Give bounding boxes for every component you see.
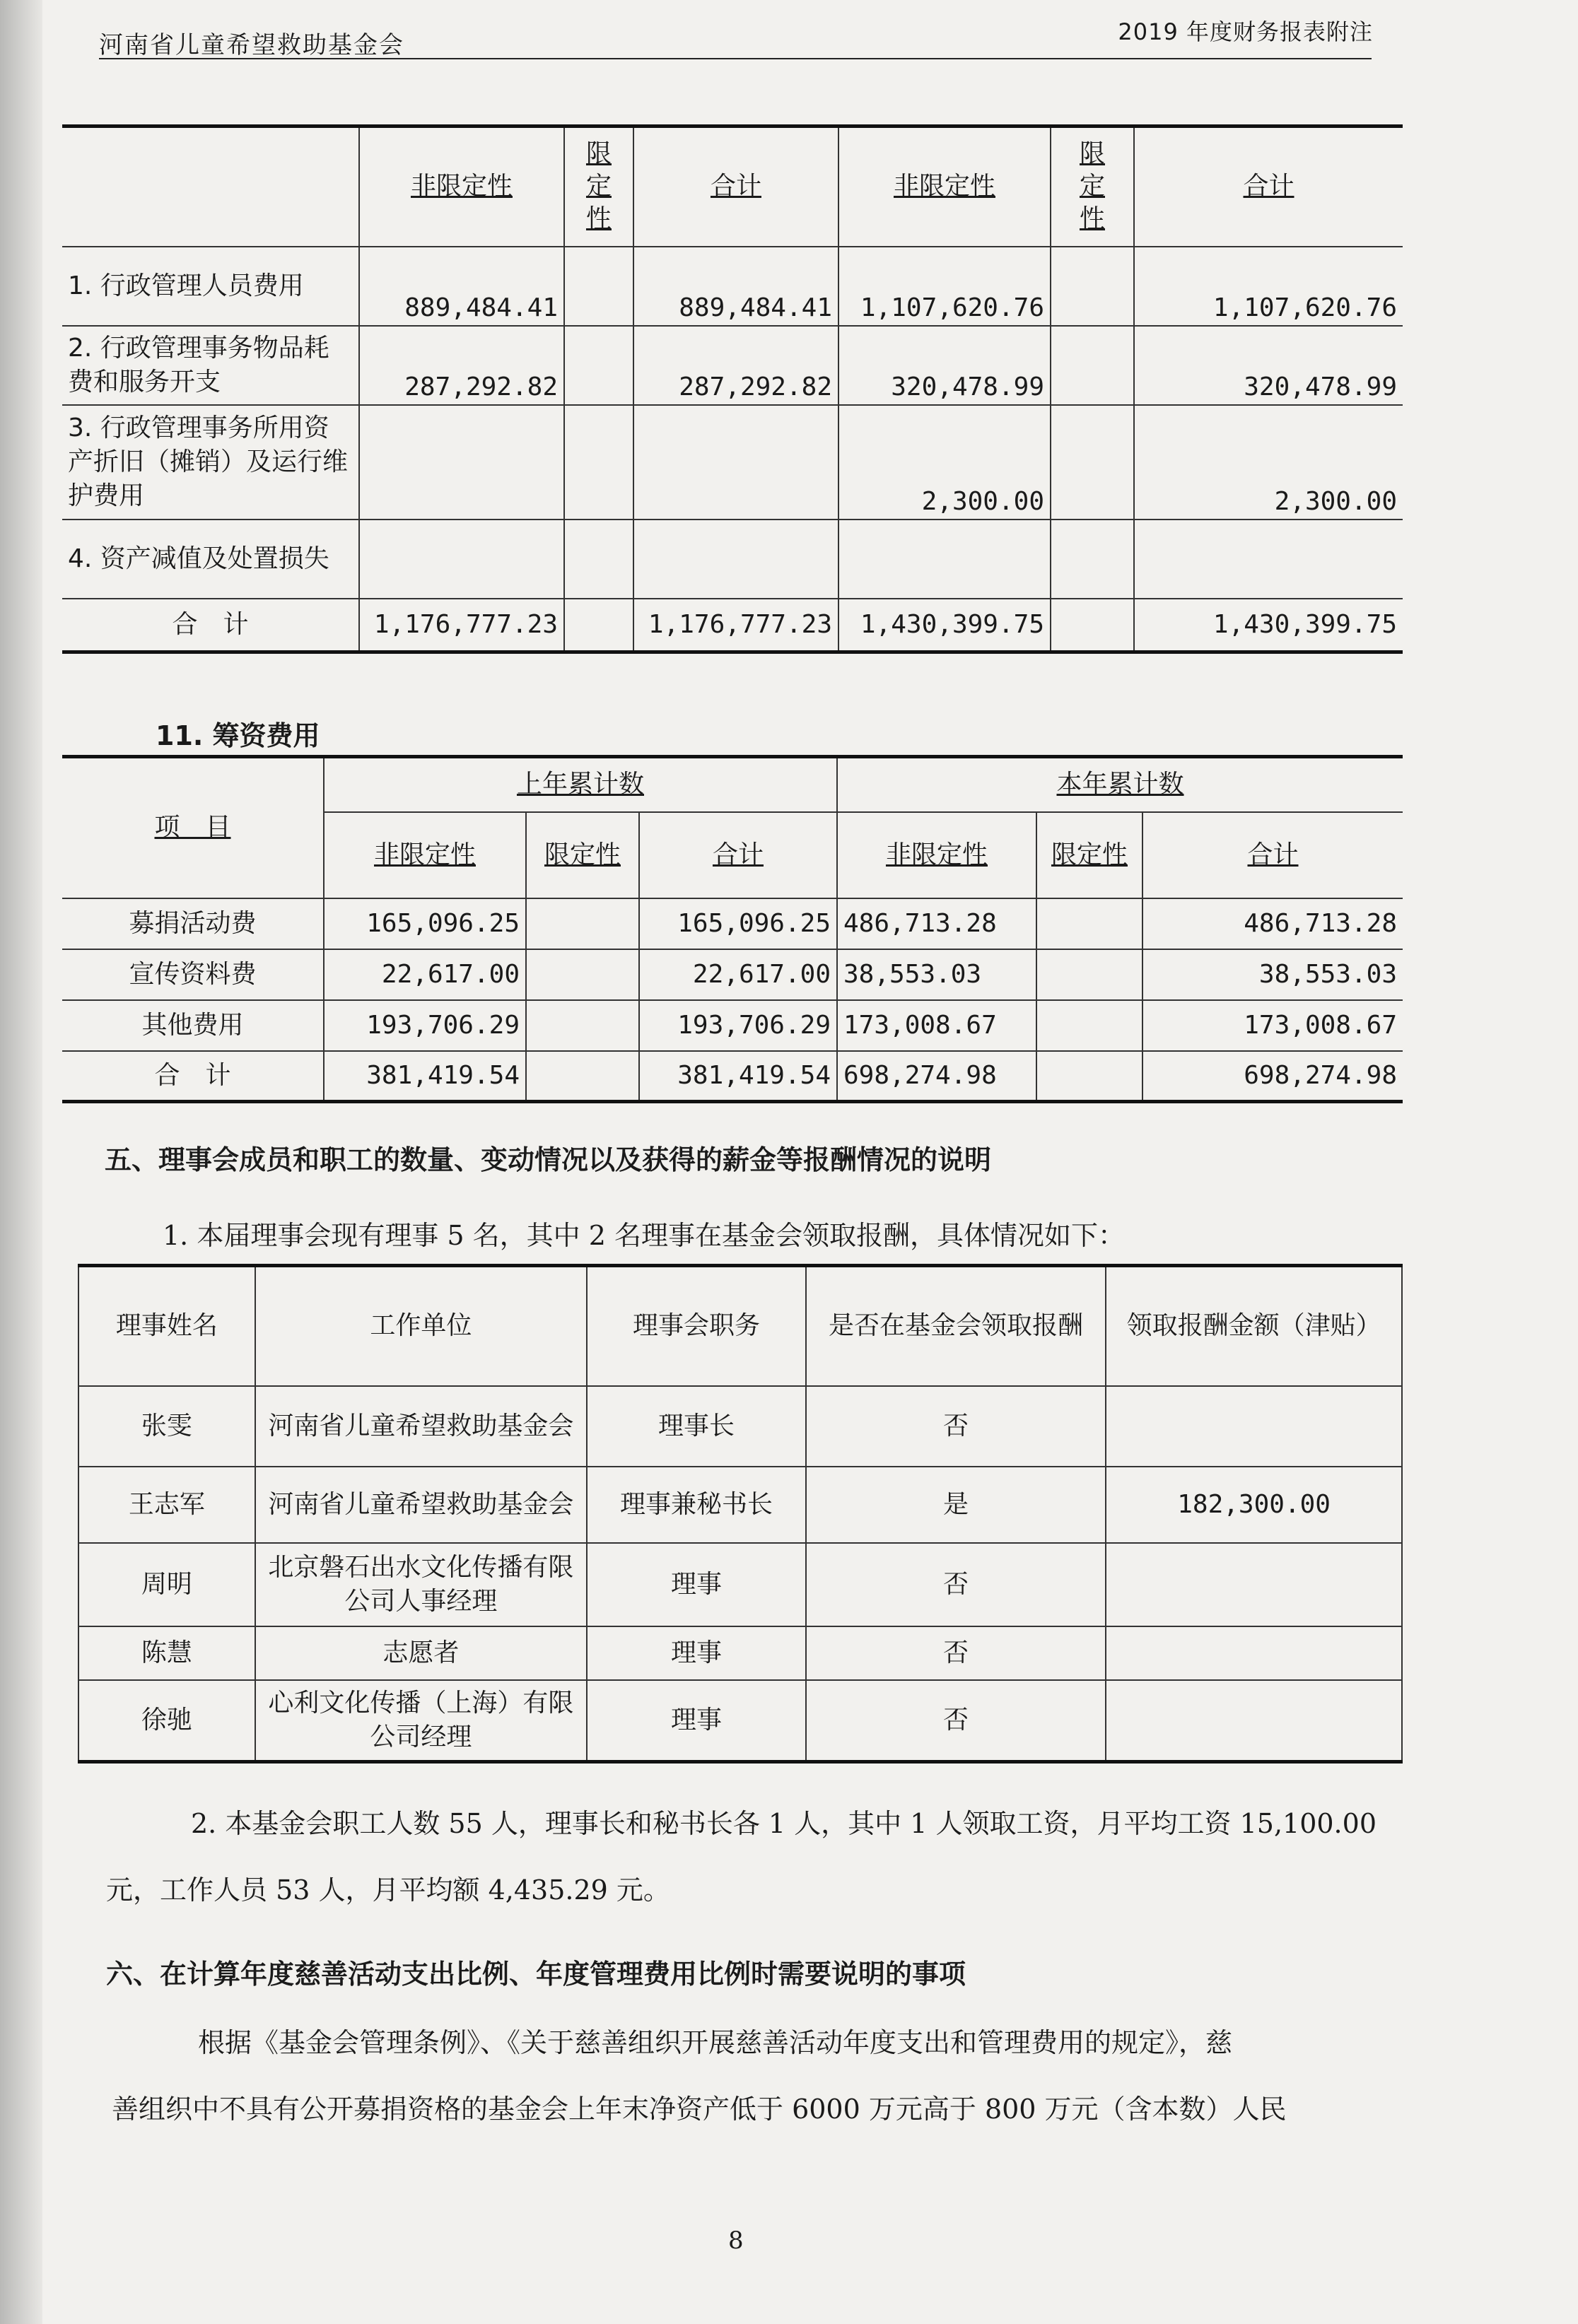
header-paid-flag: 是否在基金会领取报酬: [806, 1266, 1106, 1386]
section-5-paragraph-1: 1. 本届理事会现有理事 5 名，其中 2 名理事在基金会领取报酬，具体情况如下：: [163, 1220, 1126, 1251]
member-role: 理事长: [587, 1386, 806, 1467]
table-row: [78, 1680, 1402, 1762]
cell-value: 889,484.41: [633, 247, 838, 326]
total-row: [62, 1051, 1403, 1102]
cell-value: 22,617.00: [324, 949, 526, 1000]
row-label: 3. 行政管理事务所用资产折旧（摊销）及运行维护费用: [62, 405, 359, 520]
member-paid-flag: 是: [806, 1467, 1106, 1543]
table-row: [62, 898, 1403, 949]
cell-value: 320,478.99: [838, 326, 1051, 405]
member-employer: 北京磐石出水文化传播有限公司人事经理: [255, 1543, 587, 1626]
header-cell-blank: [62, 127, 359, 247]
cell-value: [1036, 949, 1142, 1000]
member-paid-amount: [1106, 1386, 1402, 1467]
cell-value: 22,617.00: [639, 949, 837, 1000]
cell-value: 287,292.82: [633, 326, 838, 405]
cell-value: [564, 247, 633, 326]
section-6-paragraph-line-2: 善组织中不具有公开募捐资格的基金会上年末净资产低于 6000 万元高于 800 万元（含本数）人民: [112, 2094, 1287, 2125]
cell-value: [1051, 599, 1134, 652]
cell-value: 165,096.25: [639, 898, 837, 949]
member-paid-flag: 否: [806, 1543, 1106, 1626]
header-restricted: 限定性: [1036, 812, 1142, 898]
member-role: 理事兼秘书长: [587, 1467, 806, 1543]
cell-value: [526, 1051, 639, 1102]
total-label: 合 计: [62, 1051, 324, 1102]
page-edge-shadow: [0, 0, 42, 2324]
member-paid-amount: 182,300.00: [1106, 1467, 1402, 1543]
cell-value: [564, 520, 633, 599]
cell-value: 38,553.03: [1142, 949, 1403, 1000]
cell-value: 486,713.28: [837, 898, 1036, 949]
fundraising-expense-table: [62, 755, 1403, 1103]
header-unrestricted: 非限定性: [324, 812, 526, 898]
table-row: [62, 247, 1403, 326]
cell-value: 698,274.98: [1142, 1051, 1403, 1102]
header-report-title: 2019 年度财务报表附注: [1118, 18, 1373, 45]
header-total: 合计: [1134, 127, 1403, 247]
table-row: [78, 1386, 1402, 1467]
page-number: 8: [728, 2226, 744, 2255]
header-member-name: 理事姓名: [78, 1266, 255, 1386]
member-paid-amount: [1106, 1543, 1402, 1626]
cell-value: [526, 949, 639, 1000]
section-6-paragraph-line-1: 根据《基金会管理条例》、《关于慈善组织开展慈善活动年度支出和管理费用的规定》，慈: [198, 2027, 1233, 2058]
cell-value: 381,419.54: [324, 1051, 526, 1102]
cell-value: [633, 520, 838, 599]
cell-value: [838, 520, 1051, 599]
cell-value: 193,706.29: [639, 1000, 837, 1051]
cell-value: 173,008.67: [1142, 1000, 1403, 1051]
member-paid-flag: 否: [806, 1626, 1106, 1680]
cell-value: [526, 898, 639, 949]
cell-value: [564, 326, 633, 405]
cell-value: 889,484.41: [359, 247, 564, 326]
member-paid-flag: 否: [806, 1680, 1106, 1762]
cell-value: 173,008.67: [837, 1000, 1036, 1051]
cell-value: [1051, 326, 1134, 405]
row-label: 募捐活动费: [62, 898, 324, 949]
cell-value: [1036, 1000, 1142, 1051]
member-paid-flag: 否: [806, 1386, 1106, 1467]
header-unrestricted: 非限定性: [359, 127, 564, 247]
cell-value: [1134, 520, 1403, 599]
header-restricted: 限定性: [526, 812, 639, 898]
admin-expense-table: [62, 124, 1403, 654]
member-employer: 志愿者: [255, 1626, 587, 1680]
member-role: 理事: [587, 1626, 806, 1680]
cell-value: 1,107,620.76: [1134, 247, 1403, 326]
header-unrestricted: 非限定性: [838, 127, 1051, 247]
section-6-title: 六、在计算年度慈善活动支出比例、年度管理费用比例时需要说明的事项: [106, 1959, 966, 1990]
cell-value: 1,430,399.75: [838, 599, 1051, 652]
member-name: 张雯: [78, 1386, 255, 1467]
cell-value: 1,176,777.23: [359, 599, 564, 652]
section-5-paragraph-2-line-2: 元，工作人员 53 人，月平均额 4,435.29 元。: [106, 1874, 670, 1906]
section-5-title: 五、理事会成员和职工的数量、变动情况以及获得的薪金等报酬情况的说明: [105, 1144, 992, 1175]
header-rule: [99, 58, 1372, 59]
cell-value: 165,096.25: [324, 898, 526, 949]
member-name: 王志军: [78, 1467, 255, 1543]
cell-value: [359, 405, 564, 520]
row-label: 其他费用: [62, 1000, 324, 1051]
cell-value: [1036, 898, 1142, 949]
member-paid-amount: [1106, 1680, 1402, 1762]
cell-value: 1,176,777.23: [633, 599, 838, 652]
header-restricted: 限定性: [1051, 127, 1134, 247]
cell-value: 38,553.03: [837, 949, 1036, 1000]
header-unrestricted: 非限定性: [837, 812, 1036, 898]
cell-value: 2,300.00: [1134, 405, 1403, 520]
member-role: 理事: [587, 1680, 806, 1762]
total-row: [62, 599, 1403, 652]
cell-value: 320,478.99: [1134, 326, 1403, 405]
header-restricted: 限定性: [564, 127, 633, 247]
table-row: [62, 1000, 1403, 1051]
row-label: 2. 行政管理事务物品耗费和服务开支: [62, 326, 359, 405]
cell-value: [564, 405, 633, 520]
table-header-row: [62, 127, 1403, 247]
table-row: [62, 949, 1403, 1000]
header-prev-year: 上年累计数: [324, 757, 837, 812]
header-curr-year: 本年累计数: [837, 757, 1403, 812]
member-paid-amount: [1106, 1626, 1402, 1680]
header-total: 合计: [1142, 812, 1403, 898]
member-role: 理事: [587, 1543, 806, 1626]
cell-value: [526, 1000, 639, 1051]
table-row: [62, 405, 1403, 520]
section-5-paragraph-2-line-1: 2. 本基金会职工人数 55 人，理事长和秘书长各 1 人，其中 1 人领取工资，月平均工资 15,100.00: [191, 1808, 1377, 1839]
cell-value: 486,713.28: [1142, 898, 1403, 949]
total-label: 合 计: [62, 599, 359, 652]
header-item: 项 目: [62, 757, 324, 898]
member-employer: 心利文化传播（上海）有限公司经理: [255, 1680, 587, 1762]
cell-value: 2,300.00: [838, 405, 1051, 520]
cell-value: [564, 599, 633, 652]
table-row: [62, 326, 1403, 405]
header-total: 合计: [639, 812, 837, 898]
row-label: 4. 资产减值及处置损失: [62, 520, 359, 599]
cell-value: 698,274.98: [837, 1051, 1036, 1102]
member-name: 周明: [78, 1543, 255, 1626]
header-board-role: 理事会职务: [587, 1266, 806, 1386]
cell-value: 193,706.29: [324, 1000, 526, 1051]
cell-value: [1051, 247, 1134, 326]
table-header-row: [62, 757, 1403, 812]
table-row: [62, 520, 1403, 599]
member-employer: 河南省儿童希望救助基金会: [255, 1467, 587, 1543]
board-members-table: [78, 1264, 1403, 1763]
cell-value: 1,430,399.75: [1134, 599, 1403, 652]
cell-value: 287,292.82: [359, 326, 564, 405]
cell-value: [1051, 405, 1134, 520]
cell-value: 381,419.54: [639, 1051, 837, 1102]
row-label: 宣传资料费: [62, 949, 324, 1000]
member-name: 陈慧: [78, 1626, 255, 1680]
member-name: 徐驰: [78, 1680, 255, 1762]
cell-value: [359, 520, 564, 599]
cell-value: [633, 405, 838, 520]
row-label: 1. 行政管理人员费用: [62, 247, 359, 326]
section-11-title: 11. 筹资费用: [156, 720, 320, 751]
cell-value: [1051, 520, 1134, 599]
header-org-name: 河南省儿童希望救助基金会: [99, 31, 404, 59]
cell-value: [1036, 1051, 1142, 1102]
cell-value: 1,107,620.76: [838, 247, 1051, 326]
header-paid-amount: 领取报酬金额（津贴）: [1106, 1266, 1402, 1386]
member-employer: 河南省儿童希望救助基金会: [255, 1386, 587, 1467]
header-employer: 工作单位: [255, 1266, 587, 1386]
table-row: [78, 1543, 1402, 1626]
table-header-row: [78, 1266, 1402, 1386]
table-row: [78, 1626, 1402, 1680]
table-row: [78, 1467, 1402, 1543]
header-total: 合计: [633, 127, 838, 247]
